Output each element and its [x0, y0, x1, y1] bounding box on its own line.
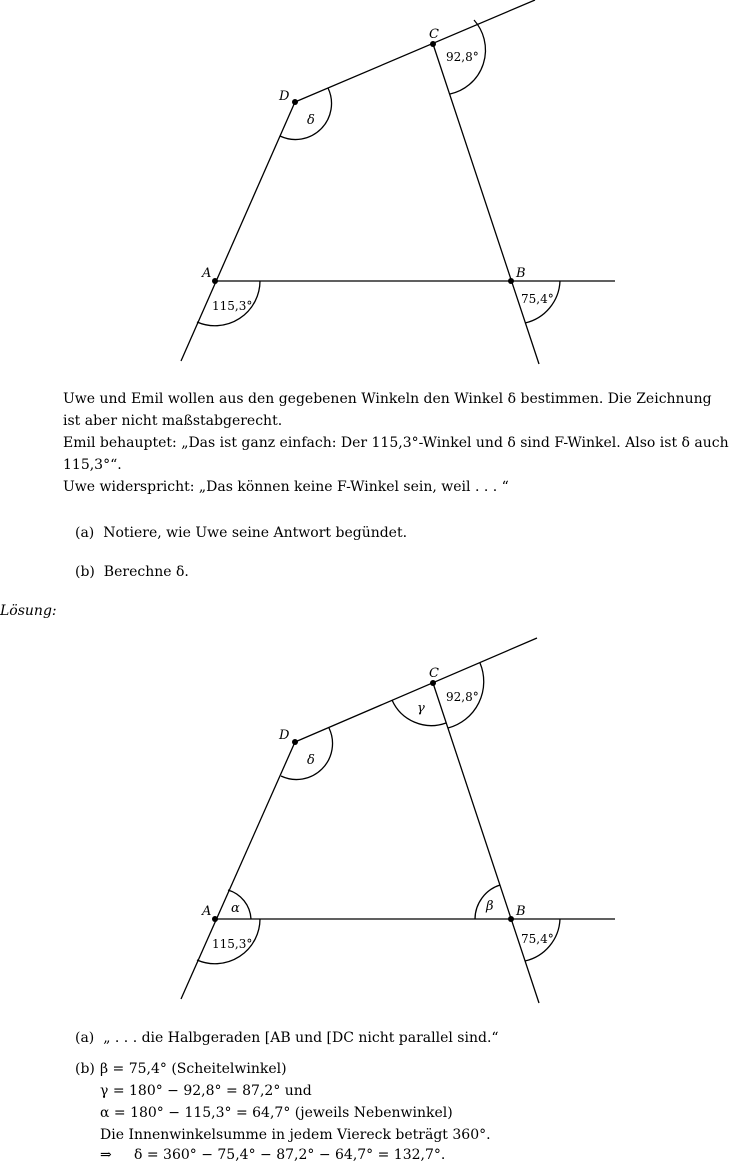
solution-item-a — [75, 1027, 499, 1049]
figure-1 — [0, 0, 733, 370]
solution-b-line-5: ⇒ δ = 360° − 75,4° − 87,2° − 64,7° = 132,7°. — [100, 1147, 446, 1163]
item-marker: (a) — [75, 525, 95, 541]
label-D: D — [279, 89, 290, 104]
point-D — [292, 739, 298, 745]
angle-gamma-label: γ — [417, 701, 425, 716]
angle-alpha-label: α — [231, 901, 240, 916]
problem-item-b — [75, 561, 189, 583]
line-DC — [295, 638, 537, 742]
item-text: Berechne δ. — [103, 564, 189, 580]
angle-B-ext-label: 75,4° — [521, 932, 554, 946]
angle-D-label: δ — [307, 753, 315, 768]
point-A — [212, 278, 218, 284]
angle-beta-label: β — [486, 899, 494, 914]
point-D — [292, 99, 298, 105]
item-marker: (b) — [75, 564, 95, 580]
item-text: Notiere, wie Uwe seine Antwort begündet. — [103, 525, 408, 541]
angle-D-label: δ — [307, 113, 315, 128]
line-CB — [433, 44, 539, 364]
problem-paragraph-2: Emil behauptet: „Das ist ganz einfach: Der 115,3°-Winkel und δ sind F-Winkel. Also ist δ auch 115,3°“. — [63, 435, 729, 473]
angle-B-label: 75,4° — [521, 292, 554, 306]
label-A: A — [202, 904, 212, 919]
problem-paragraph-1: Uwe und Emil wollen aus den gegebenen Winkeln den Winkel δ bestimmen. Die Zeichnung ist aber nicht maßstabgerecht. — [63, 391, 712, 429]
figure-2 — [0, 630, 733, 1010]
label-C: C — [429, 27, 439, 42]
angle-C-ext-label: 92,8° — [446, 690, 479, 704]
solution-b-line-1: β = 75,4° (Scheitelwinkel) — [100, 1061, 287, 1077]
solution-label: Lösung: — [0, 603, 57, 619]
item-text: „ . . . die Halbgeraden [AB und [DC nicht parallel sind.“ — [103, 1030, 499, 1046]
label-D: D — [279, 728, 290, 743]
problem-paragraph-3: Uwe widerspricht: „Das können keine F-Winkel sein, weil . . . “ — [63, 479, 509, 495]
point-A — [212, 916, 218, 922]
angle-A-label: 115,3° — [212, 299, 253, 313]
label-B: B — [516, 904, 526, 919]
problem-item-a — [75, 522, 407, 544]
angle-C-label: 92,8° — [446, 50, 479, 64]
line-DC — [295, 0, 535, 102]
solution-b-line-2: γ = 180° − 92,8° = 87,2° und — [100, 1083, 312, 1099]
line-CB — [433, 683, 539, 1003]
solution-item-b-marker: (b) — [75, 1061, 95, 1077]
point-B — [508, 916, 514, 922]
label-A: A — [202, 266, 212, 281]
angle-A-ext-label: 115,3° — [212, 937, 253, 951]
label-B: B — [516, 266, 526, 281]
item-marker: (a) — [75, 1030, 95, 1046]
point-B — [508, 278, 514, 284]
label-C: C — [429, 666, 439, 681]
solution-b-line-3: α = 180° − 115,3° = 64,7° (jeweils Nebenwinkel) — [100, 1105, 453, 1121]
solution-b-line-4: Die Innenwinkelsumme in jedem Viereck beträgt 360°. — [100, 1127, 491, 1143]
